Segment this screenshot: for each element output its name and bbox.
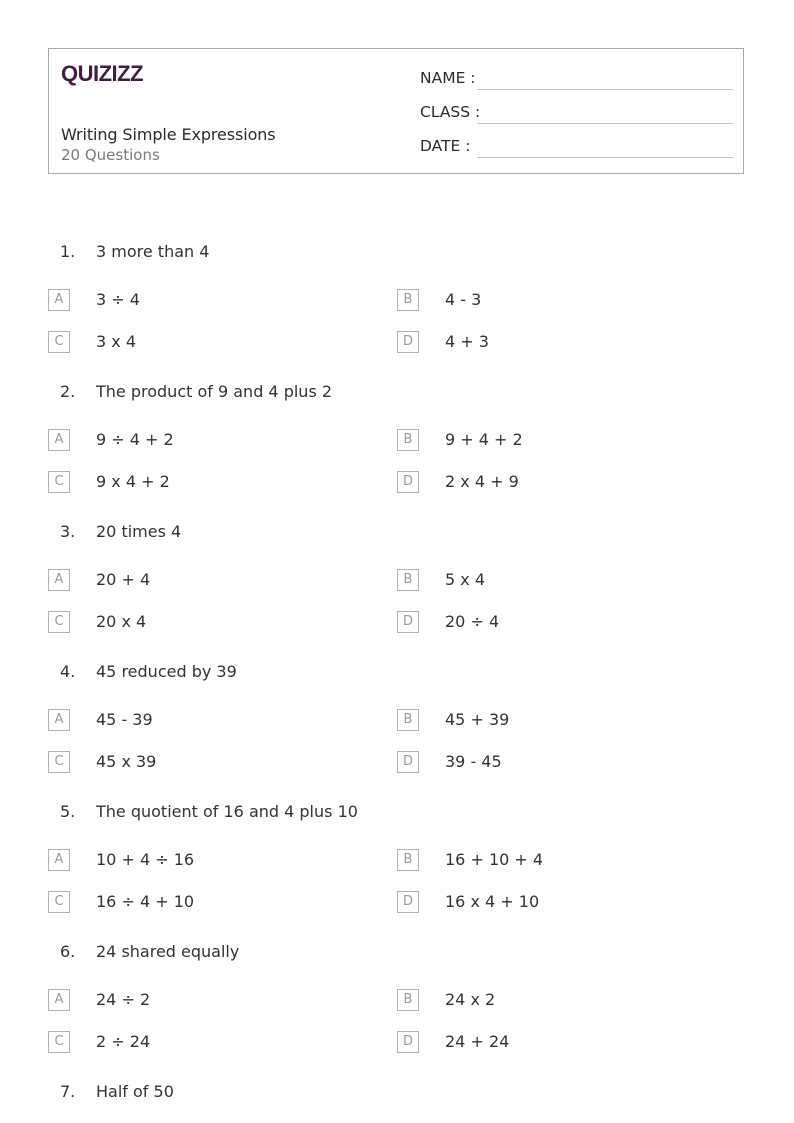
option-b[interactable]	[397, 849, 697, 873]
option-letter-box[interactable]: A	[48, 709, 70, 731]
question-number: 5.	[60, 802, 76, 821]
class-label: CLASS :	[420, 103, 481, 121]
option-text: 24 x 2	[445, 990, 496, 1009]
option-a[interactable]	[48, 569, 348, 593]
option-letter-box[interactable]: A	[48, 989, 70, 1011]
option-text: 45 x 39	[96, 752, 157, 771]
option-text: 2 x 4 + 9	[445, 472, 519, 491]
option-letter-box[interactable]: C	[48, 471, 70, 493]
option-text: 16 x 4 + 10	[445, 892, 540, 911]
option-text: 9 x 4 + 2	[96, 472, 170, 491]
option-text: 5 x 4	[445, 570, 485, 589]
option-b[interactable]	[397, 709, 697, 733]
option-a[interactable]	[48, 429, 348, 453]
option-c[interactable]	[48, 891, 348, 915]
option-c[interactable]	[48, 751, 348, 775]
svg-text:QUIZIZZ: QUIZIZZ	[61, 61, 144, 86]
option-letter-box[interactable]: D	[397, 471, 419, 493]
option-text: 20 ÷ 4	[445, 612, 500, 631]
option-text: 2 ÷ 24	[96, 1032, 151, 1051]
option-letter-box[interactable]: C	[48, 331, 70, 353]
option-letter-box[interactable]: C	[48, 611, 70, 633]
date-line[interactable]	[477, 157, 733, 158]
option-letter-box[interactable]: D	[397, 331, 419, 353]
option-letter-box[interactable]: B	[397, 569, 419, 591]
option-d[interactable]	[397, 471, 697, 495]
option-text: 16 + 10 + 4	[445, 850, 544, 869]
option-d[interactable]	[397, 331, 697, 355]
option-letter-box[interactable]: A	[48, 849, 70, 871]
name-line[interactable]	[477, 89, 733, 90]
option-text: 4 - 3	[445, 290, 482, 309]
option-text: 3 ÷ 4	[96, 290, 140, 309]
option-d[interactable]	[397, 891, 697, 915]
class-field[interactable]	[420, 103, 733, 125]
option-text: 39 - 45	[445, 752, 502, 771]
quizizz-logo	[61, 59, 153, 89]
option-d[interactable]	[397, 1031, 697, 1055]
question-text: 3 more than 4	[96, 242, 210, 261]
option-a[interactable]	[48, 709, 348, 733]
option-text: 45 - 39	[96, 710, 153, 729]
option-text: 45 + 39	[445, 710, 510, 729]
question-number: 4.	[60, 662, 76, 681]
question-text: 24 shared equally	[96, 942, 240, 961]
question-text: The quotient of 16 and 4 plus 10	[96, 802, 358, 821]
name-label: NAME :	[420, 69, 476, 87]
option-letter-box[interactable]: A	[48, 569, 70, 591]
option-c[interactable]	[48, 331, 348, 355]
option-a[interactable]	[48, 989, 348, 1013]
class-line[interactable]	[477, 123, 733, 124]
question-number: 6.	[60, 942, 76, 961]
option-letter-box[interactable]: B	[397, 429, 419, 451]
question-number: 1.	[60, 242, 76, 261]
option-b[interactable]	[397, 569, 697, 593]
option-text: 16 ÷ 4 + 10	[96, 892, 195, 911]
option-letter-box[interactable]: C	[48, 1031, 70, 1053]
option-letter-box[interactable]: C	[48, 751, 70, 773]
option-c[interactable]	[48, 471, 348, 495]
option-text: 24 ÷ 2	[96, 990, 151, 1009]
option-text: 10 + 4 ÷ 16	[96, 850, 195, 869]
option-letter-box[interactable]: D	[397, 891, 419, 913]
option-b[interactable]	[397, 429, 697, 453]
option-letter-box[interactable]: D	[397, 611, 419, 633]
worksheet-title: Writing Simple Expressions	[61, 125, 276, 144]
question-text: The product of 9 and 4 plus 2	[96, 382, 333, 401]
question-text: 45 reduced by 39	[96, 662, 237, 681]
question-text: 20 times 4	[96, 522, 182, 541]
option-letter-box[interactable]: D	[397, 751, 419, 773]
option-text: 20 x 4	[96, 612, 147, 631]
question-count: 20 Questions	[61, 146, 160, 164]
option-b[interactable]	[397, 289, 697, 313]
option-text: 24 + 24	[445, 1032, 510, 1051]
name-field[interactable]	[420, 69, 733, 91]
option-d[interactable]	[397, 611, 697, 635]
option-c[interactable]	[48, 1031, 348, 1055]
option-text: 4 + 3	[445, 332, 489, 351]
worksheet-header	[48, 48, 744, 174]
option-b[interactable]	[397, 989, 697, 1013]
option-letter-box[interactable]: D	[397, 1031, 419, 1053]
option-letter-box[interactable]: B	[397, 709, 419, 731]
option-letter-box[interactable]: B	[397, 849, 419, 871]
option-letter-box[interactable]: B	[397, 989, 419, 1011]
question-number: 7.	[60, 1082, 76, 1101]
question-number: 3.	[60, 522, 76, 541]
option-text: 9 + 4 + 2	[445, 430, 523, 449]
option-c[interactable]	[48, 611, 348, 635]
option-a[interactable]	[48, 849, 348, 873]
question-number: 2.	[60, 382, 76, 401]
date-field[interactable]	[420, 137, 733, 159]
question-text: Half of 50	[96, 1082, 174, 1101]
option-a[interactable]	[48, 289, 348, 313]
option-letter-box[interactable]: A	[48, 289, 70, 311]
option-text: 20 + 4	[96, 570, 151, 589]
option-letter-box[interactable]: B	[397, 289, 419, 311]
date-label: DATE :	[420, 137, 471, 155]
option-text: 9 ÷ 4 + 2	[96, 430, 174, 449]
option-letter-box[interactable]: A	[48, 429, 70, 451]
option-text: 3 x 4	[96, 332, 136, 351]
option-d[interactable]	[397, 751, 697, 775]
option-letter-box[interactable]: C	[48, 891, 70, 913]
